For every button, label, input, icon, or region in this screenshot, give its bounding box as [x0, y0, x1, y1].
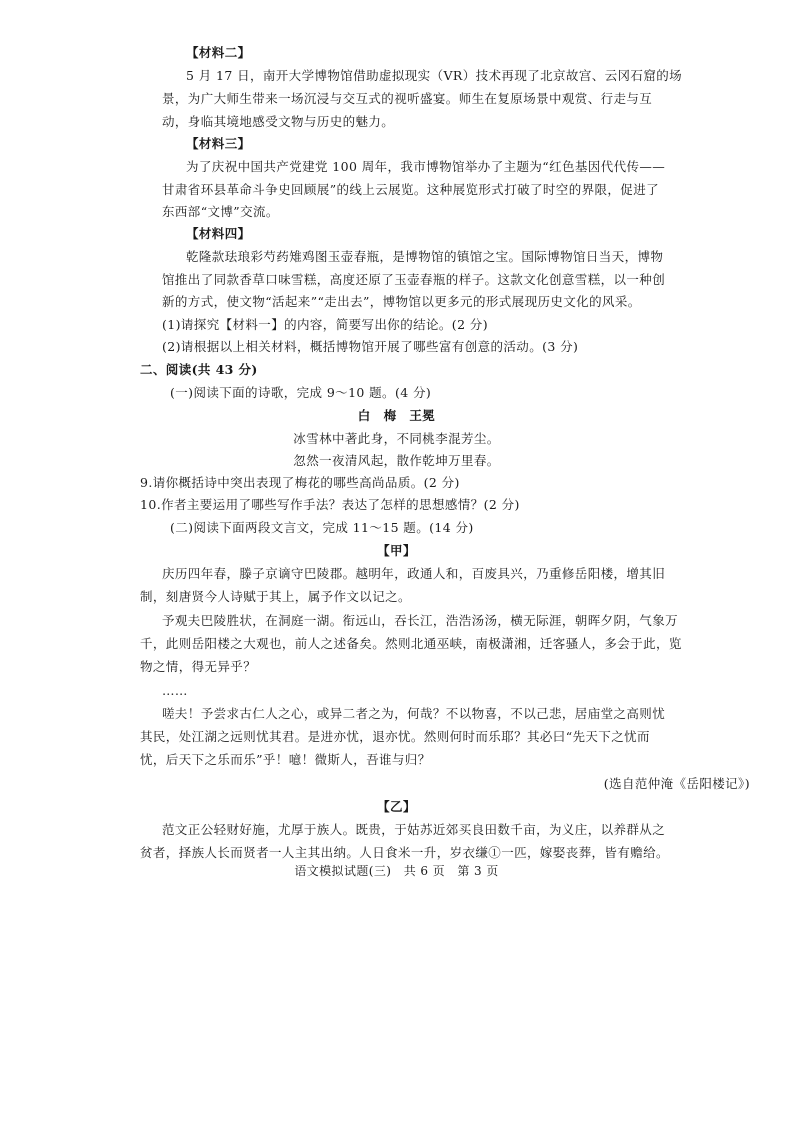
jia-ellipsis: …… [162, 683, 188, 698]
poem-title: 白 梅 王冕 [357, 408, 436, 423]
jia-line-8: 忧，后天下之乐而乐”乎！噫！微斯人，吾谁与归？ [140, 752, 431, 767]
jia-source: (选自范仲淹《岳阳楼记》) [603, 776, 750, 791]
jia-line-1: 庆历四年春，滕子京谪守巴陵郡。越明年，政通人和，百废具兴，乃重修岳阳楼，增其旧 [162, 566, 666, 581]
part1-intro: (一)阅读下面的诗歌，完成 9～10 题。(4 分) [170, 385, 432, 400]
jia-line-4: 千，此则岳阳楼之大观也，前人之述备矣。然则北通巫峡，南极潇湘，迁客骚人，多会于此，览 [140, 636, 682, 651]
material3-line-1: 为了庆祝中国共产党建党 100 周年，我市博物馆举办了主题为“红色基因代代传—— [186, 159, 666, 174]
material4-line-1: 乾隆款珐琅彩芍药雉鸡图玉壶春瓶，是博物馆的镇馆之宝。国际博物馆日当天，博物 [186, 249, 664, 264]
material3-heading: 【材料三】 [186, 136, 251, 151]
material3-line-2: 甘肃省环县革命斗争史回顾展”的线上云展览。这种展览形式打破了时空的界限，促进了 [162, 182, 659, 197]
jia-line-5: 物之情，得无异乎？ [140, 659, 257, 674]
question-10: 10.作者主要运用了哪些写作手法？表达了怎样的思想感情？(2 分) [140, 497, 520, 512]
material2-line-1: 5 月 17 日，南开大学博物馆借助虚拟现实（VR）技术再现了北京故宫、云冈石窟的场 [186, 68, 683, 83]
yi-line-1: 范文正公轻财好施，尤厚于族人。既贵，于姑苏近郊买良田数千亩，为义庄，以养群从之 [162, 822, 666, 837]
poem-line-2: 忽然一夜清风起，散作乾坤万里春。 [293, 453, 500, 468]
poem-line-1: 冰雪林中著此身，不同桃李混芳尘。 [293, 431, 500, 446]
material4-line-3: 新的方式，使文物“活起来”“走出去”，博物馆以更多元的形式展现历史文化的风采。 [162, 294, 641, 309]
material2-line-2: 景，为广大师生带来一场沉浸与交互式的视听盛宴。师生在复原场景中观赏、行走与互 [162, 91, 653, 106]
jia-line-7: 其民，处江湖之远则忧其君。是进亦忧，退亦忧。然则何时而乐耶？其必曰“先天下之忧而 [140, 729, 650, 744]
yi-line-2: 贫者，择族人长而贤者一人主其出纳。人日食米一升，岁衣缣①一匹，嫁娶丧葬，皆有赡给。 [140, 845, 669, 860]
section2-heading: 二、阅读(共 43 分) [140, 362, 258, 377]
material3-line-3: 东西部“文博”交流。 [162, 204, 279, 219]
material2-heading: 【材料二】 [186, 45, 251, 60]
part2-intro: (二)阅读下面两段文言文，完成 11～15 题。(14 分) [170, 520, 474, 535]
question-1: (1)请探究【材料一】的内容，简要写出你的结论。(2 分) [162, 317, 488, 332]
material4-heading: 【材料四】 [186, 226, 251, 241]
material2-line-3: 动，身临其境地感受文物与历史的魅力。 [162, 114, 395, 129]
jia-line-6: 嗟夫！予尝求古仁人之心，或异二者之为，何哉？不以物喜，不以己悲，居庙堂之高则忧 [162, 706, 666, 721]
material4-line-2: 馆推出了同款香草口味雪糕，高度还原了玉壶春瓶的样子。这款文化创意雪糕，以一种创 [162, 272, 666, 287]
yi-label: 【乙】 [377, 799, 416, 814]
question-2: (2)请根据以上相关材料，概括博物馆开展了哪些富有创意的活动。(3 分) [162, 339, 579, 354]
jia-label: 【甲】 [377, 543, 416, 558]
jia-line-3: 予观夫巴陵胜状，在洞庭一湖。衔远山，吞长江，浩浩汤汤，横无际涯，朝晖夕阴，气象万 [162, 613, 679, 628]
question-9: 9.请你概括诗中突出表现了梅花的哪些高尚品质。(2 分) [140, 475, 460, 490]
page-footer: 语文模拟试题(三) 共 6 页 第 3 页 [294, 864, 499, 878]
jia-line-2: 制，刻唐贤今人诗赋于其上，属予作文以记之。 [140, 589, 411, 604]
